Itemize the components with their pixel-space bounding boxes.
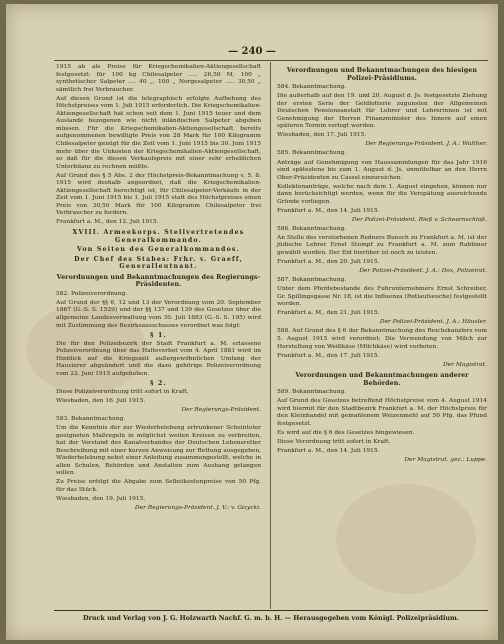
paper-stain (336, 484, 476, 594)
text-paragraph: Kollektenanträge, welche nach dem 1. August eingehen, können nur dann berücksichtigt werden, wenn für die Verspätung ausreichende Gründe vorliegen. (277, 183, 487, 205)
text-paragraph: Frankfurt a. M., den 21. Juli 1915. (277, 310, 380, 317)
text-paragraph: Wiesbaden, den 17. Juli 1915. (277, 132, 367, 139)
signature-line: Der Regierungs-Präsident. J. V.: v. Gizycki. (134, 505, 261, 512)
text-paragraph: Auf Grund des Gesetzes betreffend Höchstpreise vom 4. August 1914 wird hiermit für den Stadtbezirk Frankfurt a. M. der Höchstpreis für den Kleinhandel mit gemahlenem Weizenmehl auf 50 Pfg. das Pfund festgesetzt. (277, 398, 487, 427)
text-paragraph: Frankfurt a. M., den 14. Juli 1915. (277, 448, 380, 455)
text-paragraph: 587. Bekanntmachung. (277, 277, 347, 284)
signature-line: Der Polizei-Präsident. J. A.: Häusler. (379, 319, 487, 326)
section-heading: Verordnungen und Bekanntmachungen des Regierungs-Präsidenten. (56, 273, 261, 289)
text-paragraph: An Stelle des verstorbenen Redners Bunsch zu Frankfurt a. M. ist der jüdische Lehrer Ernst Stumpf zu Frankfurt a. M. zum Rabbiner gewählt worden. Der Eid hierüber ist noch zu leisten. (277, 234, 487, 257)
section-heading: Verordnungen und Bekanntmachungen anderer Behörden. (295, 372, 469, 387)
signature-line: Der Polizei-Präsident. J. A.: Dox, Polizeirat. (359, 268, 487, 275)
signature-line: Der Magistrat. (442, 361, 487, 368)
text-paragraph: 1915 ab als Preise für Kriegschemikalien-Aktiengesellschaft festgesetzt: für 100 kg Chilesalpeter ..... 26,50 M, 100 „ synthetischer Salpeter .... 40 „, 100 „ Norgesalpeter ..... 30,50 „ sämtlich frei Verbraucher. (56, 64, 261, 93)
text-paragraph: Es wird auf die § 6 des Gesetzes hingewiesen. (277, 430, 415, 437)
text-paragraph: Auf Grund des § 5 Abs. 2 der Höchstpreis-Bekanntmachung v. 5. 8. 1915 wird deshalb angeordnet, daß die Kriegschemikalien-Aktiengesellschaft berechtigt ist, für Chilesalpeter-Verkäufe in der Zeit vom 1. Juni 1915 bis 1. Juli 1915 statt des Höchstpreises einen Preis von 30,50 Mark für 100 Kilogramm Chilesalpeter frei Verbraucher zu fordern. (56, 172, 261, 217)
text-paragraph: 588. Auf Grund des § 6 der Bekanntmachung des Reichskanzlers vom 5. August 1915 wird verordnet: Die Verwendung von Milch zur Herstellung von Weißkäse (Milchkäse) wird verboten. (277, 328, 487, 350)
left-column (56, 64, 261, 514)
text-paragraph: 589. Bekanntmachung. (277, 389, 347, 396)
text-paragraph: Diese Polizeiverordnung tritt sofort in Kraft. (56, 388, 189, 395)
imprint-footer: Druck und Verlag von J. G. Holzwarth Nachf. G. m. b. H. — Herausgegeben vom Königl. Polizeipräsidium. (82, 614, 460, 622)
text-paragraph: 586. Bekanntmachung. (277, 225, 347, 232)
text-paragraph: Die für den Polizeibezirk der Stadt Frankfurt a. M. erlassene Polizeiverordnung über das Halteverbot vom 4. April 1881 wird im Hinblick auf die Kriegszeit außergewöhnlichen Umfang der Hausierer abgeändert und die dazu gehörige Polizeiverordnung vom 22. Juni 1915 aufgehoben. (56, 340, 261, 377)
text-paragraph: Zu Preise erfolgt die Abgabe zum Selbstkostenpreise von 50 Pfg. für das Stück. (56, 479, 261, 493)
text-paragraph: 583. Bekanntmachung. (56, 416, 126, 423)
text-paragraph: Auf diesen Grund ist die telegraphisch erfolgte Aufhebung des Höchstpreises vom 1. Juli 1915 erforderlich. Die Kriegschemikalien-Aktiengesellschaft hat schon seit dem 1. Juni 1915 teuer und dem Auslande bezogenen wie nicht inländischen Salpeter abgeben müssen. Für die Kriegschemikalien-Aktiengesellschaft bereits aufgenommenen bewilligte Preis von 28 Mark für 100 Kilogramm Chilesalpeter genügt für die Zeit vom 1. Juni 1915 bis 30. Juni 1915 mehr über die Unkosten der Kriegschemikalien-Aktiengesellschaft, so daß für die diesen Verkaufspreis mit einer sehr erheblichen Unterbilanz zu rechnen müßte. (56, 95, 261, 170)
text-paragraph: 582. Polizeiverordnung. (56, 290, 128, 297)
signature-line: Der Regierungs-Präsident. J. A.: Walther. (365, 141, 487, 148)
page-number: — 240 — (228, 46, 276, 57)
text-paragraph: Die außerhalb auf den 19. und 20. August d. Js. festgesetzte Ziehung der ersten Serie der Geldlotterie zugunsten der Allgemeinen Deutschen Pensionsanstalt für Lehrer und Lehrerinnen ist mit Genehmigung der Herren Finanzminister des Innern auf einen späteren Termin verlegt worden. (277, 93, 487, 130)
text-paragraph: Der Chef des Stabes: Frhr. v. Graeff, Generalleutnant. (74, 255, 243, 271)
text-paragraph: Anträge auf Genehmigung von Haussammlungen für das Jahr 1916 sind spätestens bis zum 1. August d. Js. unmittelbar an den Herrn Ober-Präsidenten zu Cassel einzureichen. (277, 159, 487, 181)
signature-line: Der Magistrat. gez.: Luppe. (404, 457, 487, 464)
text-paragraph: Von Seiten des Generalkommandos. (77, 246, 240, 254)
column-divider (270, 62, 271, 609)
text-paragraph: Wiesbaden, den 19. Juli 1915. (56, 495, 146, 502)
text-paragraph: Wiesbaden, den 16. Juli 1915. (56, 397, 146, 404)
signature-line: Der Polizei-Präsident. Rieß v. Scheurnschloß. (351, 216, 487, 223)
section-heading: Verordnungen und Bekanntmachungen des hiesigen Polizei-Präsidiums. (286, 67, 478, 82)
text-paragraph: XVIII. Armeekorps. Stellvertretendes Generalkommando. (72, 228, 245, 244)
text-paragraph: Frankfurt a. M., den 14. Juli 1915. (277, 207, 380, 214)
text-paragraph: Unter dem Pferdebestande des Fuhrunternehmers Ernst Schreiber, Gr. Spillingsgasse Nr. 18, ist die Influenza (Rotlaufseuche) festgestellt worden. (277, 286, 487, 308)
document-page (6, 4, 498, 640)
text-paragraph: Um die Kenntnis der zur Wiederbelebung ertrunkener Scheintoter geeigneten Maßregeln in möglichst weiten Kreisen zu verbreiten, hat der Vorstand des Kanalverbandes der Deutschen Lebensretter Beschreibung mit einer kurzen Anweisung zur Rettung ausgegeben, Wiederbelebung nebst einer Anleitung zusammengestellt, welche in allen Schulen, Behörden und Anstalten zum Aushang gelangen sollen. (56, 425, 261, 477)
top-rule (54, 60, 488, 61)
signature-line: Der Regierungs-Präsident. (181, 406, 261, 413)
text-paragraph: Auf Grund der §§ 6, 12 und 13 der Verordnung vom 20. September 1867 (G.-S. S. 1529) und der §§ 137 und 139 des Gesetzes über die allgemeine Landesverwaltung vom 30. Juli 1883 (G.-S. S. 195) wird mit Zustimmung des Bezirksausschusses verordnet was folgt: (56, 299, 261, 329)
text-paragraph: § 2. (150, 380, 167, 388)
text-paragraph: Frankfurt a. M., den 20. Juli 1915. (277, 259, 380, 266)
text-paragraph: 584. Bekanntmachung. (277, 84, 347, 91)
bottom-rule (54, 610, 488, 611)
text-paragraph: Diese Verordnung tritt sofort in Kraft. (277, 439, 391, 446)
text-paragraph: § 1. (150, 332, 167, 340)
text-paragraph: Frankfurt a. M., den 12. Juli 1915. (56, 219, 159, 226)
right-column (277, 64, 487, 466)
text-paragraph: 585. Bekanntmachung. (277, 150, 347, 157)
text-paragraph: Frankfurt a. M., den 17. Juli 1915. (277, 352, 380, 359)
